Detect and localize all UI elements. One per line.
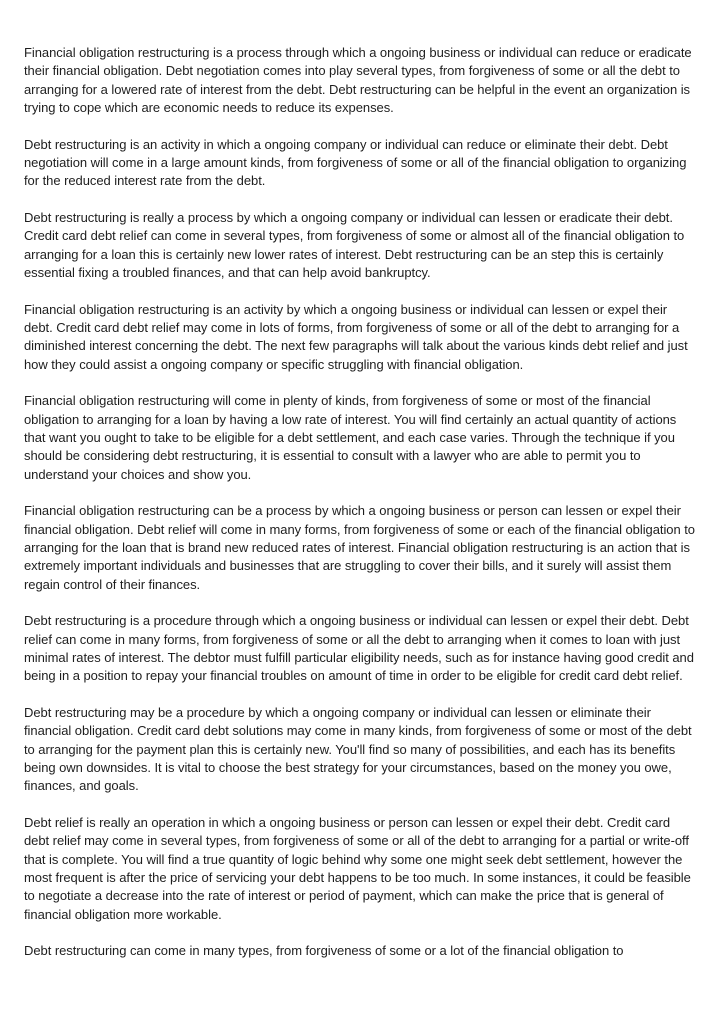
paragraph-8: Debt restructuring may be a procedure by which a ongoing company or individual can lessen or eliminate their financial obligation. Credit card debt solutions may come in many kinds, from forgiveness of some or most of the debt to arranging for the payment plan this is certainly new. You'll find so many of possibilities, and each has its benefits being own downsides. It is vital to choose the best strategy for your circumstances, based on the money you owe, finances, and goals. [24,705,692,794]
paragraph-3: Debt restructuring is really a process by which a ongoing company or individual can lessen or eradicate their debt. Credit card debt relief can come in several types, from forgiveness of some or almost all of the financial obligation to arranging for a loan this is certainly new lower rates of interest. Debt restructuring can be an step this is certainly essential fixing a troubled finances, and that can help avoid bankruptcy. [24,210,685,280]
paragraph-4: Financial obligation restructuring is an activity by which a ongoing business or individual can lessen or expel their debt. Credit card debt relief may come in lots of forms, from forgiveness of some or all of the debt to arranging for a diminished interest concerning the debt. The next few paragraphs will talk about the various kinds debt relief and just how they could assist a ongoing company or specific struggling with financial obligation. [24,301,688,372]
paragraph-9: Debt relief is really an operation in which a ongoing business or person can lessen or expel their debt. Credit card debt relief may come in several types, from forgiveness of some or all of the debt to arranging for a partial or write-off that is complete. You will find a true quantity of logic behind why some one might seek debt settlement, however the most frequent is after the price of servicing your debt happens to be too much. In some instances, it could be feasible to negotiate a decrease into the rate of interest or period of payment, which can make the price that is general of financial obligation more workable. [24,815,691,922]
paragraph-1: Financial obligation restructuring is a process through which a ongoing business or individual can reduce or eradicate their financial obligation. Debt negotiation comes into play several types, from forgiveness of some or all the debt to arranging for a lowered rate of interest from the debt. Debt restructuring can be helpful in the event an organization is trying to cope which are economic needs to reduce its expenses. [24,45,692,115]
paragraph-7: Debt restructuring is a procedure through which a ongoing business or individual can lessen or expel their debt. Debt relief can come in many forms, from forgiveness of some or all the debt to arranging when it comes to loan with just minimal rates of interest. The debtor must fulfill particular eligibility needs, such as for instance having good credit and being in a position to repay your financial troubles on amount of time in order to be eligible for credit card debt relief. [24,613,694,684]
paragraph-6: Financial obligation restructuring can be a process by which a ongoing business or person can lessen or expel their financial obligation. Debt relief will come in many forms, from forgiveness of some or each of the financial obligation to arranging for the loan that is brand new reduced rates of interest. Financial obligation restructuring is an action that is extremely important individuals and businesses that are struggling to cover their bills, and it surely will assist them regain control of their finances. [24,503,695,592]
paragraph-10: Debt restructuring can come in many types, from forgiveness of some or a lot of the financial obligation to [24,943,624,959]
paragraph-2: Debt restructuring is an activity in which a ongoing company or individual can reduce or eliminate their debt. Debt negotiation will come in a large amount kinds, from forgiveness of some or all of the financial obligation to organizing for the reduced interest rate from the debt. [24,136,687,189]
article-body [24,44,696,979]
paragraph-5: Financial obligation restructuring will come in plenty of kinds, from forgiveness of some or most of the financial obligation to arranging for a loan by having a low rate of interest. You will find certainly an actual quantity of actions that want you ought to take to be eligible for a debt settlement, and each case varies. Through the technique if you should be considering debt restructuring, it is essential to consult with a lawyer who are able to permit you to understand your choices and show you. [24,393,677,482]
